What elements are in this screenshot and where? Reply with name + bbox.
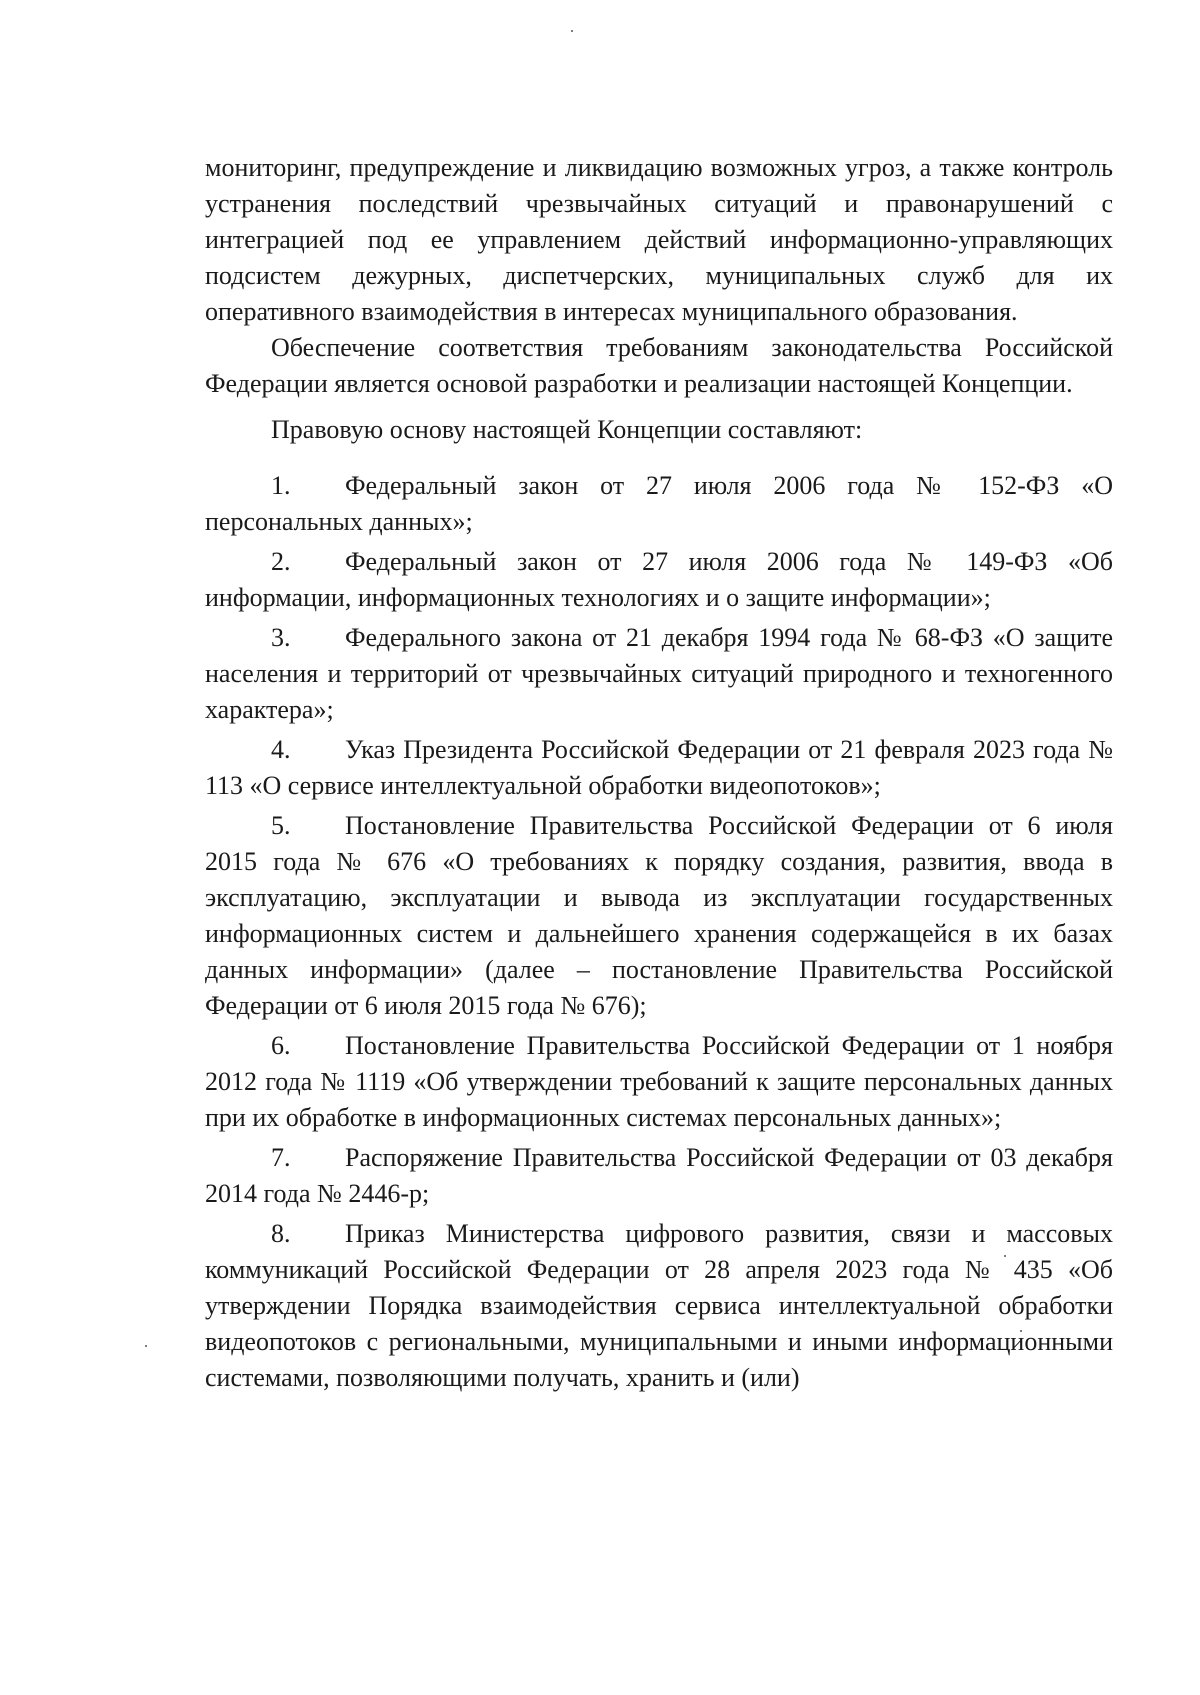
scan-speck bbox=[571, 30, 573, 32]
list-item-text: Указ Президента Российской Федерации от 21 февраля 2023 года № 113 «О сервисе интеллектуальной обработки видеопотоков»; bbox=[205, 735, 1113, 800]
list-item-text: Распоряжение Правительства Российской Федерации от 03 декабря 2014 года № 2446-р; bbox=[205, 1143, 1113, 1208]
list-item-text: Постановление Правительства Российской Федерации от 6 июля 2015 года № 676 «О требованиях к порядку создания, развития, ввода в эксплуатацию, эксплуатации и вывода из эксплуатации государственных информационных систем и дальнейшего хранения содержащейся в их базах данных информации» (далее – постановление Правительства Российской Федерации от 6 июля 2015 года № 676); bbox=[205, 811, 1113, 1020]
intro-paragraph: мониторинг, предупреждение и ликвидацию возможных угроз, а также контроль устранения последствий чрезвычайных ситуаций и правонарушений с интеграцией под ее управлением действий информационно-управляющих подсистем дежурных, диспетчерских, муниципальных служб для их оперативного взаимодействия в интересах муниципального образования. bbox=[205, 153, 1113, 326]
list-item-number: 7. bbox=[271, 1143, 291, 1172]
list-item-text: Федерального закона от 21 декабря 1994 года № 68-ФЗ «О защите населения и территорий от чрезвычайных ситуаций природного и техногенного характера»; bbox=[205, 623, 1113, 724]
legal-list-item bbox=[205, 732, 1113, 804]
scan-speck bbox=[145, 1345, 147, 1347]
list-item-text: Приказ Министерства цифрового развития, связи и массовых коммуникаций Российской Федерации от 28 апреля 2023 года № 435 «Об утверждении Порядка взаимодействия сервиса интеллектуальной обработки видеопотоков с региональными, муниципальными и иными информационными системами, позволяющими получать, хранить и (или) bbox=[205, 1219, 1113, 1392]
list-item-number: 2. bbox=[271, 547, 291, 576]
list-item-text: Федеральный закон от 27 июля 2006 года № 152-ФЗ «О персональных данных»; bbox=[205, 471, 1113, 536]
list-item-number: 4. bbox=[271, 735, 291, 764]
legal-basis-heading: Правовую основу настоящей Концепции составляют: bbox=[271, 415, 863, 444]
legal-list-item bbox=[205, 620, 1113, 728]
list-item-text: Постановление Правительства Российской Федерации от 1 ноября 2012 года № 1119 «Об утверждении требований к защите персональных данных при их обработке в информационных системах персональных данных»; bbox=[205, 1031, 1113, 1132]
list-item-number: 5. bbox=[271, 811, 291, 840]
list-item-number: 1. bbox=[271, 471, 291, 500]
list-item-number: 3. bbox=[271, 623, 291, 652]
legal-list-item bbox=[205, 1140, 1113, 1212]
legal-list-item bbox=[205, 1216, 1113, 1396]
document-body bbox=[205, 150, 1113, 1396]
list-item-text: Федеральный закон от 27 июля 2006 года № 149-ФЗ «Об информации, информационных технологиях и о защите информации»; bbox=[205, 547, 1113, 612]
legal-list-item bbox=[205, 468, 1113, 540]
legal-list-item bbox=[205, 1028, 1113, 1136]
list-item-number: 6. bbox=[271, 1031, 291, 1060]
list-item-number: 8. bbox=[271, 1219, 291, 1248]
legal-list-item bbox=[205, 544, 1113, 616]
legal-list-item bbox=[205, 808, 1113, 1024]
compliance-paragraph: Обеспечение соответствия требованиям законодательства Российской Федерации является основой разработки и реализации настоящей Концепции. bbox=[205, 333, 1113, 398]
